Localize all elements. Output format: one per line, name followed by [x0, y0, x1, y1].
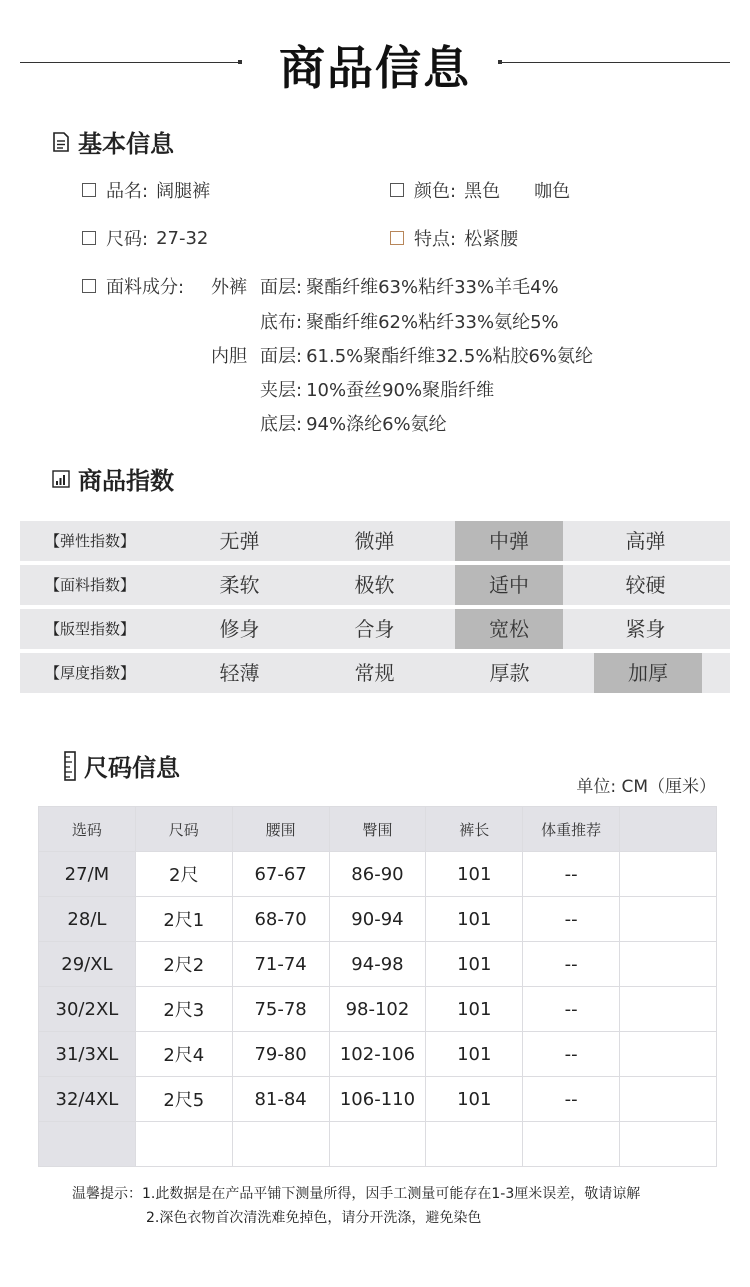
fabric-value: 94%涤纶6%氨纶: [306, 414, 447, 435]
feature-label: 特点:: [414, 229, 457, 250]
title-bar: [0, 28, 750, 95]
fabric-row: [260, 410, 447, 436]
table-cell: 30/2XL: [39, 987, 136, 1032]
table-cell: [620, 897, 717, 942]
checkbox-icon: [390, 231, 404, 245]
table-row: [39, 897, 717, 942]
ruler-icon: [64, 756, 76, 776]
column-header: [620, 807, 717, 852]
table-cell: [39, 1122, 136, 1167]
table-row: [39, 1032, 717, 1077]
table-cell: 27/M: [39, 852, 136, 897]
index-table: [20, 521, 730, 697]
table-cell: 81-84: [232, 1077, 329, 1122]
index-option-selected: 宽松: [455, 609, 563, 649]
note-line: 温馨提示：1.此数据是在产品平铺下测量所得，因手工测量可能存在1-3厘米误差，敬请谅解: [72, 1186, 641, 1202]
size-row: [82, 225, 208, 251]
table-cell: 101: [426, 942, 523, 987]
column-header: 选码: [39, 807, 136, 852]
notes: [72, 1182, 640, 1230]
table-cell: 106-110: [329, 1077, 426, 1122]
fabric-row: [260, 273, 559, 299]
fabric-row: [260, 308, 559, 334]
table-cell: --: [523, 1032, 620, 1077]
index-row-fabric: [20, 565, 730, 605]
table-row: [39, 1077, 717, 1122]
fabric-layer: 底层:: [260, 414, 303, 435]
product-name-value: 阔腿裤: [156, 181, 211, 202]
index-option: 微弹: [354, 529, 395, 553]
index-option: 高弹: [625, 529, 666, 553]
table-cell: --: [523, 897, 620, 942]
table-cell: [426, 1122, 523, 1167]
index-category: 【弹性指数】: [44, 532, 135, 550]
table-row: [39, 1122, 717, 1167]
table-cell: 90-94: [329, 897, 426, 942]
basic-info-title: 基本信息: [78, 130, 174, 158]
index-option: 柔软: [219, 573, 260, 597]
index-heading: [52, 461, 174, 496]
fabric-layer: 底布:: [260, 312, 303, 333]
column-header: 体重推荐: [523, 807, 620, 852]
table-cell: --: [523, 987, 620, 1032]
table-cell: 101: [426, 987, 523, 1032]
feature-value: 松紧腰: [464, 229, 519, 250]
size-table: [38, 806, 717, 1167]
fabric-value: 10%蚕丝90%聚脂纤维: [306, 380, 495, 401]
fabric-row: [260, 342, 593, 368]
table-cell: 2尺1: [135, 897, 232, 942]
column-header: 臀围: [329, 807, 426, 852]
table-cell: [232, 1122, 329, 1167]
index-option-selected: 中弹: [455, 521, 563, 561]
document-icon: [52, 132, 70, 152]
index-title: 商品指数: [78, 467, 174, 495]
fabric-value: 61.5%聚酯纤维32.5%粘胶6%氨纶: [306, 346, 593, 367]
fabric-layer: 面层:: [260, 346, 303, 367]
table-cell: 68-70: [232, 897, 329, 942]
index-option: 厚款: [489, 661, 530, 685]
table-cell: [135, 1122, 232, 1167]
page-title: 商品信息: [279, 41, 471, 95]
fabric-row: [211, 273, 247, 299]
table-cell: 71-74: [232, 942, 329, 987]
fabric-group: 内胆: [211, 346, 247, 367]
fabric-label: 面料成分:: [106, 277, 185, 298]
color-value-black: 黑色: [464, 181, 501, 202]
color-label: 颜色:: [414, 181, 457, 202]
table-cell: [620, 1122, 717, 1167]
index-row-fit: [20, 609, 730, 649]
index-option: 无弹: [219, 529, 260, 553]
table-cell: 79-80: [232, 1032, 329, 1077]
fabric-row: [211, 342, 247, 368]
table-row: [39, 987, 717, 1032]
table-cell: [620, 852, 717, 897]
table-cell: 28/L: [39, 897, 136, 942]
index-option: 轻薄: [219, 661, 260, 685]
index-row-thickness: [20, 653, 730, 693]
size-info-title: 尺码信息: [84, 754, 180, 782]
size-info-heading: [64, 748, 180, 783]
table-cell: [620, 942, 717, 987]
index-option-selected: 适中: [455, 565, 563, 605]
table-cell: [523, 1122, 620, 1167]
table-cell: 86-90: [329, 852, 426, 897]
table-cell: --: [523, 852, 620, 897]
note-line: 2.深色衣物首次清洗难免掉色，请分开洗涤，避免染色: [146, 1210, 482, 1226]
table-cell: --: [523, 942, 620, 987]
index-category: 【版型指数】: [44, 620, 135, 638]
checkbox-icon: [390, 183, 404, 197]
fabric-label-row: [82, 273, 186, 299]
table-cell: 32/4XL: [39, 1077, 136, 1122]
index-option: 合身: [354, 617, 395, 641]
index-option: 极软: [354, 573, 395, 597]
table-cell: [620, 1077, 717, 1122]
bar-chart-icon: [52, 469, 70, 489]
fabric-group: 外裤: [211, 277, 247, 298]
table-cell: [329, 1122, 426, 1167]
unit-label: 单位: CM（厘米）: [576, 777, 716, 797]
table-cell: 2尺3: [135, 987, 232, 1032]
checkbox-icon: [82, 279, 96, 293]
table-cell: 67-67: [232, 852, 329, 897]
table-row: [39, 942, 717, 987]
table-cell: 94-98: [329, 942, 426, 987]
fabric-row: [260, 376, 494, 402]
table-cell: 2尺4: [135, 1032, 232, 1077]
index-option: 较硬: [625, 573, 666, 597]
index-option-selected: 加厚: [594, 653, 702, 693]
index-category: 【厚度指数】: [44, 664, 135, 682]
index-category: 【面料指数】: [44, 576, 135, 594]
table-cell: 101: [426, 852, 523, 897]
table-cell: [620, 987, 717, 1032]
table-cell: 101: [426, 1032, 523, 1077]
product-name-row: [82, 177, 210, 203]
color-row: [390, 177, 570, 203]
title-divider-right: [498, 62, 730, 63]
checkbox-icon: [82, 231, 96, 245]
fabric-layer: 面层:: [260, 277, 303, 298]
product-name-label: 品名:: [106, 181, 149, 202]
size-value: 27-32: [156, 227, 209, 249]
table-cell: 2尺: [135, 852, 232, 897]
table-row: [39, 852, 717, 897]
column-header: 腰围: [232, 807, 329, 852]
table-cell: 31/3XL: [39, 1032, 136, 1077]
index-row-elasticity: [20, 521, 730, 561]
table-cell: 101: [426, 897, 523, 942]
fabric-value: 聚酯纤维63%粘纤33%羊毛4%: [306, 277, 559, 298]
table-cell: --: [523, 1077, 620, 1122]
size-label: 尺码:: [106, 229, 149, 250]
column-header: 尺码: [135, 807, 232, 852]
column-header: 裤长: [426, 807, 523, 852]
table-cell: [620, 1032, 717, 1077]
index-option: 紧身: [625, 617, 666, 641]
table-cell: 29/XL: [39, 942, 136, 987]
fabric-layer: 夹层:: [260, 380, 303, 401]
table-cell: 2尺5: [135, 1077, 232, 1122]
color-value-brown: 咖色: [534, 181, 571, 202]
index-option: 修身: [219, 617, 260, 641]
fabric-value: 聚酯纤维62%粘纤33%氨纶5%: [306, 312, 559, 333]
feature-row: [390, 225, 518, 251]
index-option: 常规: [354, 661, 395, 685]
table-header-row: [39, 807, 717, 852]
table-cell: 75-78: [232, 987, 329, 1032]
checkbox-icon: [82, 183, 96, 197]
table-cell: 101: [426, 1077, 523, 1122]
basic-info-heading: [52, 124, 174, 159]
table-cell: 98-102: [329, 987, 426, 1032]
table-cell: 102-106: [329, 1032, 426, 1077]
table-cell: 2尺2: [135, 942, 232, 987]
